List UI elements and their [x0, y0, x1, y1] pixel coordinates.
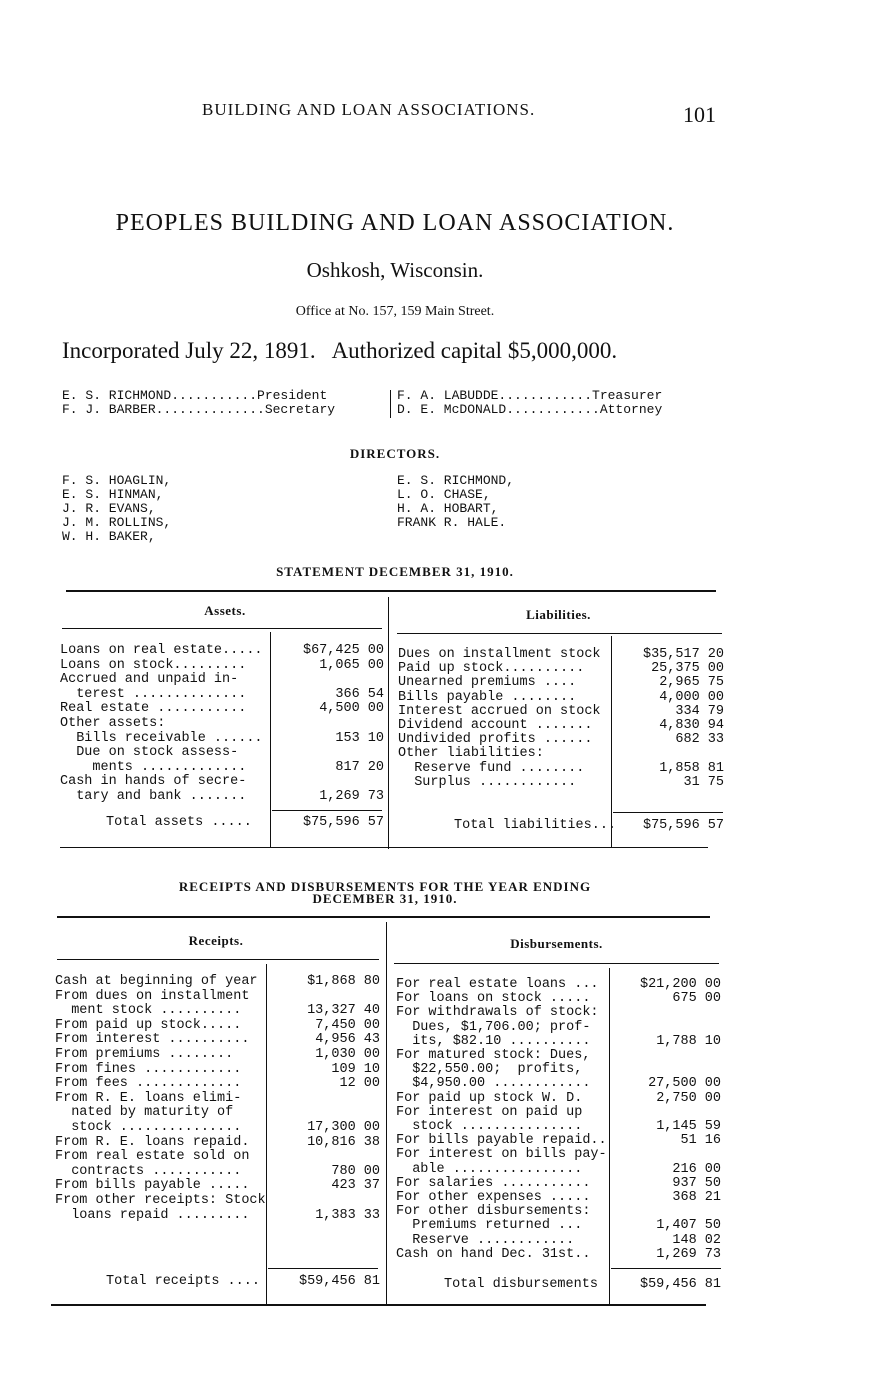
disbursements-total-label: Total disbursements — [444, 1277, 598, 1292]
disbursements-amount-divider — [609, 968, 610, 1304]
ledger-item-amount: $21,200 00 — [639, 977, 721, 992]
receipts-heading-line2: DECEMBER 31, 1910. — [312, 891, 458, 906]
ledger-item-label: For bills payable repaid.. — [396, 1133, 607, 1149]
ledger-item-label: Cash at beginning of year — [55, 974, 258, 989]
ledger-item-amount: 2,750 00 — [656, 1090, 721, 1106]
ledger-item-label: From R. E. loans repaid. — [55, 1134, 250, 1150]
ledger-item-label: Dividend account ....... — [398, 718, 593, 733]
director-name: J. R. EVANS, — [62, 501, 156, 516]
ledger-item-amount: 423 37 — [331, 1178, 380, 1194]
liabilities-total-amount: $75,596 57 — [642, 818, 724, 833]
ledger-item-label: From fines ............ — [55, 1061, 242, 1077]
receipts-bottom-rule — [51, 1304, 706, 1306]
officer-line: E. S. RICHMOND...........President — [62, 388, 328, 403]
running-title: BUILDING AND LOAN ASSOCIATIONS. — [202, 100, 536, 119]
ledger-item-amount: 7,450 00 — [315, 1017, 380, 1033]
ledger-item-amount: 682 33 — [675, 732, 724, 748]
ledger-item-label: ment stock .......... — [55, 1003, 242, 1019]
officers-right — [397, 389, 662, 417]
ledger-item-amount: 12 00 — [339, 1076, 380, 1092]
ledger-item-amount: 27,500 00 — [648, 1076, 721, 1092]
ledger-item-label: Cash on hand Dec. 31st.. — [396, 1246, 591, 1262]
assets-total-amount: $75,596 57 — [302, 815, 384, 830]
ledger-item-amount: 334 79 — [675, 703, 724, 719]
ledger-item-amount: 17,300 00 — [307, 1120, 380, 1135]
ledger-item-label: stock ............... — [396, 1119, 583, 1134]
disbursements-total-rule — [611, 1268, 721, 1269]
director-name: E. S. RICHMOND, — [397, 473, 515, 488]
ledger-item-label: From other receipts: Stock — [55, 1193, 266, 1208]
ledger-item-amount: 4,830 94 — [659, 718, 724, 733]
ledger-item-amount: 937 50 — [672, 1175, 721, 1191]
ledger-item-label: From dues on installment — [55, 988, 250, 1004]
ledger-item-amount: 153 10 — [335, 730, 384, 746]
ledger-item-amount: 1,269 73 — [656, 1246, 721, 1262]
ledger-item-label: From R. E. loans elimi- — [55, 1090, 242, 1106]
disbursements-head-rule — [394, 963, 719, 964]
ledger-item-amount: 109 10 — [331, 1061, 380, 1077]
ledger-item-label: tary and bank ....... — [60, 789, 247, 804]
disbursements-total-amount: $59,456 81 — [639, 1277, 721, 1292]
ledger-item-label: Cash in hands of secre- — [60, 774, 247, 790]
ledger-item-amount: 1,030 00 — [315, 1047, 380, 1062]
ledger-item-amount: 817 20 — [335, 759, 384, 775]
receipts-heading-line1: RECEIPTS AND DISBURSEMENTS FOR THE YEAR ENDING — [178, 879, 592, 894]
ledger-item-amount: 1,407 50 — [656, 1218, 721, 1234]
director-name: F. S. HOAGLIN, — [62, 473, 172, 488]
ledger-item-label: Bills receivable ...... — [60, 730, 263, 746]
ledger-item-amount: 1,788 10 — [656, 1033, 721, 1049]
ledger-item-amount: 366 54 — [335, 686, 384, 702]
ledger-item-label: loans repaid ......... — [55, 1207, 250, 1223]
officer-line: D. E. McDONALD............Attorney — [397, 402, 663, 417]
ledger-item-amount: 1,858 81 — [659, 760, 724, 776]
ledger-item-label: Bills payable ........ — [398, 689, 577, 705]
page-number: 101 — [683, 102, 716, 127]
ledger-item-label: Other liabilities: — [398, 746, 544, 762]
receipts-top-rule — [57, 916, 710, 918]
ledger-item-amount: 1,269 73 — [319, 789, 384, 804]
ledger-item-amount: $67,425 00 — [302, 643, 384, 658]
assets-heading: Assets. — [204, 603, 246, 618]
ledger-item-label: From fees ............. — [55, 1076, 242, 1092]
ledger-item-label: ments ............. — [60, 759, 247, 775]
receipts-total-amount: $59,456 81 — [298, 1274, 380, 1289]
association-name: PEOPLES BUILDING AND LOAN ASSOCIATION. — [115, 210, 675, 236]
ledger-item-label: For salaries ........... — [396, 1175, 591, 1191]
ledger-item-label: able ................ — [396, 1161, 583, 1177]
ledger-item-label: From interest .......... — [55, 1032, 250, 1048]
ledger-item-label: Unearned premiums .... — [398, 675, 577, 691]
ledger-item-label: Other assets: — [60, 716, 166, 731]
disbursements-heading: Disbursements. — [510, 936, 603, 951]
ledger-item-label: Paid up stock.......... — [398, 661, 585, 677]
ledger-item-label: Loans on real estate..... — [60, 643, 263, 658]
ledger-item-label: From bills payable ..... — [55, 1178, 250, 1194]
ledger-item-label: For loans on stock ..... — [396, 991, 591, 1007]
ledger-item-amount: 216 00 — [672, 1161, 721, 1177]
receipts-amount-divider — [266, 964, 267, 1304]
ledger-item-label: Reserve ............ — [396, 1232, 575, 1248]
ledger-item-label: Real estate ........... — [60, 701, 247, 717]
ledger-item-label: From paid up stock..... — [55, 1017, 242, 1033]
ledger-item-label: For real estate loans ... — [396, 977, 599, 992]
assets-total-rule — [272, 810, 382, 811]
ledger-item-label: From premiums ........ — [55, 1047, 234, 1062]
statement-heading: STATEMENT DECEMBER 31, 1910. — [276, 564, 514, 579]
receipts-center-rule — [386, 922, 387, 1306]
ledger-item-label: For interest on paid up — [396, 1104, 583, 1120]
officer-line: F. A. LABUDDE............Treasurer — [397, 388, 663, 403]
ledger-item-amount: 1,065 00 — [319, 657, 384, 673]
ledger-item-label: Premiums returned ... — [396, 1218, 583, 1234]
ledger-item-amount: 4,956 43 — [315, 1032, 380, 1048]
office-address: Office at No. 157, 159 Main Street. — [295, 304, 495, 319]
receipts-heading: Receipts. — [188, 933, 244, 948]
ledger-item-label: its, $82.10 .......... — [396, 1033, 591, 1049]
ledger-item-amount: 2,965 75 — [659, 675, 724, 691]
association-city: Oshkosh, Wisconsin. — [306, 258, 484, 282]
liabilities-total-label: Total liabilities... — [454, 818, 617, 833]
ledger-item-amount: 4,500 00 — [319, 701, 384, 717]
directors-heading: DIRECTORS. — [349, 446, 441, 461]
ledger-item-label: Interest accrued on stock — [398, 703, 601, 719]
ledger-item-label: $22,550.00; profits, — [396, 1062, 583, 1078]
receipts-total-label: Total receipts .... — [106, 1274, 260, 1289]
ledger-item-amount: 1,145 59 — [656, 1119, 721, 1134]
statement-bottom-rule — [60, 847, 708, 848]
receipts-total-rule — [268, 1268, 378, 1269]
officers-left — [62, 389, 335, 417]
ledger-item-label: Due on stock assess- — [60, 745, 239, 761]
director-name: W. H. BAKER, — [62, 529, 156, 544]
officers-divider — [390, 390, 391, 418]
ledger-item-amount: 4,000 00 — [659, 689, 724, 705]
assets-amount-divider — [270, 632, 271, 848]
ledger-item-amount: 148 02 — [672, 1232, 721, 1248]
ledger-item-amount: 780 00 — [331, 1163, 380, 1179]
director-name: J. M. ROLLINS, — [62, 515, 172, 530]
assets-total-label: Total assets ..... — [106, 815, 252, 830]
directors-left — [62, 474, 171, 544]
ledger-item-label: Accrued and unpaid in- — [60, 672, 239, 688]
ledger-item-label: Dues on installment stock — [398, 647, 601, 662]
director-name: H. A. HOBART, — [397, 501, 499, 516]
ledger-item-label: For interest on bills pay- — [396, 1147, 607, 1163]
director-name: E. S. HINMAN, — [62, 487, 164, 502]
ledger-item-label: Dues, $1,706.00; prof- — [396, 1019, 591, 1035]
assets-head-rule — [62, 628, 382, 629]
liabilities-total-rule — [613, 812, 723, 813]
ledger-item-label: Surplus ............ — [398, 774, 577, 790]
statement-top-rule — [66, 590, 716, 592]
statement-center-rule — [388, 597, 389, 849]
officer-line: F. J. BARBER..............Secretary — [62, 402, 336, 417]
ledger-item-amount: 368 21 — [672, 1190, 721, 1205]
ledger-item-amount: $1,868 80 — [307, 974, 380, 989]
ledger-item-label: Loans on stock......... — [60, 657, 247, 673]
ledger-item-label: Reserve fund ........ — [398, 760, 585, 776]
ledger-item-label: For withdrawals of stock: — [396, 1005, 599, 1021]
receipts-head-rule — [57, 959, 379, 960]
ledger-item-amount: 25,375 00 — [651, 661, 724, 677]
ledger-item-amount: 51 16 — [680, 1133, 721, 1149]
ledger-item-label: For matured stock: Dues, — [396, 1048, 591, 1063]
ledger-item-label: nated by maturity of — [55, 1105, 234, 1121]
ledger-item-label: contracts ........... — [55, 1163, 242, 1179]
ledger-item-label: From real estate sold on — [55, 1149, 250, 1165]
ledger-item-label: $4,950.00 ............ — [396, 1076, 591, 1092]
ledger-item-amount: $35,517 20 — [642, 647, 724, 662]
ledger-item-amount: 1,383 33 — [315, 1207, 380, 1223]
director-name: FRANK R. HALE. — [397, 515, 507, 530]
ledger-item-label: For paid up stock W. D. — [396, 1090, 583, 1106]
ledger-item-label: For other disbursements: — [396, 1204, 591, 1220]
liabilities-head-rule — [397, 633, 722, 634]
ledger-item-label: For other expenses ..... — [396, 1190, 591, 1205]
ledger-item-label: terest .............. — [60, 686, 247, 702]
incorporation-line: Incorporated July 22, 1891. Authorized capital $5,000,000. — [62, 338, 618, 363]
ledger-item-amount: 31 75 — [683, 774, 724, 790]
directors-right — [397, 474, 514, 530]
ledger-item-label: stock ............... — [55, 1120, 242, 1135]
ledger-item-amount: 13,327 40 — [307, 1003, 380, 1019]
ledger-item-label: Undivided profits ...... — [398, 732, 593, 748]
director-name: L. O. CHASE, — [397, 487, 491, 502]
liabilities-heading: Liabilities. — [526, 607, 591, 622]
ledger-item-amount: 10,816 38 — [307, 1134, 380, 1150]
ledger-item-amount: 675 00 — [672, 991, 721, 1007]
liabilities-amount-divider — [611, 636, 612, 848]
